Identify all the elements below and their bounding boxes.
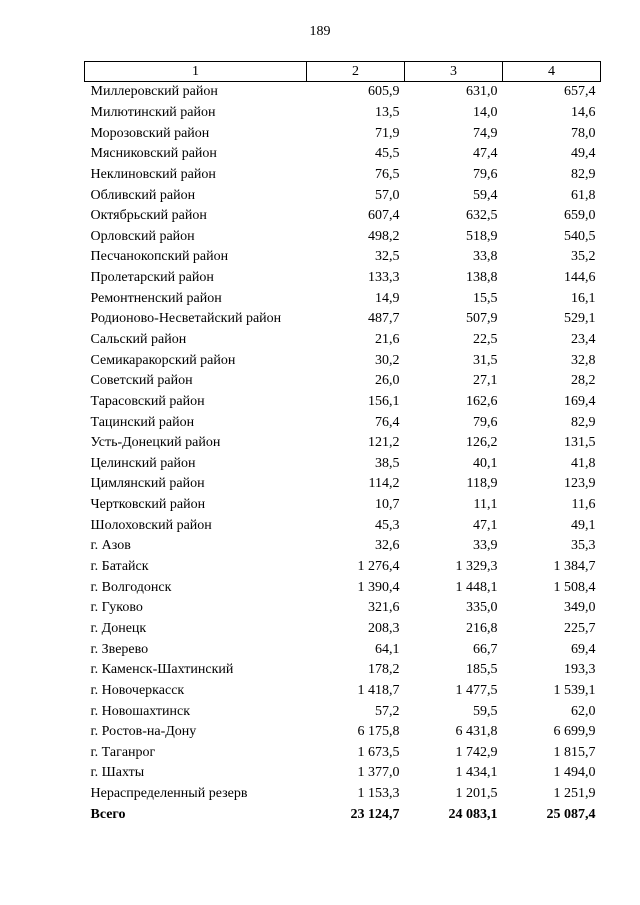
value-cell: 26,0 (375, 373, 400, 389)
value-cell: 45,3 (375, 517, 400, 533)
value-cell: 76,5 (375, 166, 400, 182)
value-cell: 1 508,4 (553, 579, 596, 595)
value-cell: 529,1 (564, 311, 596, 327)
row-label: Пролетарский район (90, 270, 214, 286)
row-label: г. Шахты (90, 765, 145, 781)
row-label: г. Батайск (90, 559, 149, 575)
value-cell: 518,9 (466, 228, 498, 244)
table-row (85, 165, 601, 186)
table-row (85, 598, 601, 619)
value-cell: 138,8 (466, 270, 498, 286)
table-row (85, 577, 601, 598)
row-label: Нераспределенный резерв (90, 786, 248, 802)
table-row (85, 144, 601, 165)
value-cell: 1 201,5 (455, 786, 498, 802)
table-row (85, 371, 601, 392)
row-label: Цимлянский район (90, 476, 205, 492)
value-cell: 47,1 (473, 517, 498, 533)
value-cell: 193,3 (564, 662, 596, 678)
value-cell: 657,4 (564, 84, 596, 100)
value-cell: 208,3 (368, 620, 400, 636)
value-cell: 1 494,0 (553, 765, 596, 781)
value-cell: 23 124,7 (350, 806, 400, 822)
table-row (85, 454, 601, 475)
value-cell: 335,0 (466, 600, 498, 616)
value-cell: 40,1 (473, 455, 498, 471)
value-cell: 31,5 (473, 352, 498, 368)
value-cell: 49,1 (571, 517, 596, 533)
value-cell: 71,9 (375, 125, 400, 141)
row-label: Всего (90, 806, 126, 822)
value-cell: 10,7 (375, 497, 400, 513)
table-row (85, 185, 601, 206)
value-cell: 6 431,8 (455, 724, 498, 740)
value-cell: 62,0 (571, 703, 596, 719)
row-label: г. Ростов-на-Дону (90, 724, 197, 740)
value-cell: 1 477,5 (455, 682, 498, 698)
value-cell: 540,5 (564, 228, 596, 244)
table-row (85, 206, 601, 227)
table-row (85, 515, 601, 536)
table-row (85, 288, 601, 309)
value-cell: 6 699,9 (553, 724, 596, 740)
value-cell: 185,5 (466, 662, 498, 678)
value-cell: 32,6 (375, 538, 400, 554)
table-row (85, 495, 601, 516)
value-cell: 1 329,3 (455, 559, 498, 575)
value-cell: 1 434,1 (455, 765, 498, 781)
value-cell: 35,3 (571, 538, 596, 554)
value-cell: 1 539,1 (553, 682, 596, 698)
value-cell: 47,4 (473, 146, 498, 162)
value-cell: 74,9 (473, 125, 498, 141)
value-cell: 21,6 (375, 332, 400, 347)
value-cell: 1 153,3 (357, 786, 400, 802)
total-row (85, 804, 601, 825)
table-row (85, 226, 601, 247)
table-row (85, 330, 601, 351)
column-header: 1 (85, 62, 307, 82)
row-label: Целинский район (90, 455, 196, 471)
value-cell: 32,8 (571, 352, 596, 368)
value-cell: 126,2 (466, 435, 498, 451)
row-label: Обливский район (90, 187, 196, 203)
row-label: Семикаракорский район (90, 352, 236, 368)
row-label: Милютинский район (90, 104, 216, 120)
row-label: г. Новочеркасск (90, 682, 185, 698)
value-cell: 25 087,4 (546, 806, 596, 822)
value-cell: 15,5 (473, 290, 498, 306)
row-label: Ремонтненский район (90, 290, 222, 306)
value-cell: 79,6 (473, 414, 498, 430)
table-row (85, 433, 601, 454)
row-label: г. Зверево (90, 641, 149, 657)
row-label: Октябрьский район (90, 208, 207, 224)
value-cell: 487,7 (368, 311, 400, 327)
row-label: Морозовский район (90, 125, 210, 141)
value-cell: 38,5 (375, 455, 400, 471)
value-cell: 1 673,5 (357, 744, 400, 760)
value-cell: 11,6 (571, 497, 596, 513)
value-cell: 57,0 (375, 187, 400, 203)
page-number: 189 (309, 24, 331, 39)
value-cell: 123,9 (564, 476, 596, 492)
value-cell: 631,0 (466, 84, 498, 100)
value-cell: 659,0 (564, 208, 596, 224)
value-cell: 156,1 (368, 393, 400, 409)
table-row (85, 123, 601, 144)
table-row (85, 474, 601, 495)
value-cell: 1 815,7 (553, 744, 596, 760)
value-cell: 82,9 (571, 166, 596, 182)
table-row (85, 763, 601, 784)
value-cell: 79,6 (473, 166, 498, 182)
row-label: г. Новошахтинск (90, 703, 191, 719)
value-cell: 27,1 (473, 373, 498, 389)
table-row (85, 268, 601, 289)
value-cell: 225,7 (564, 620, 596, 636)
value-cell: 14,0 (473, 104, 498, 120)
table-row (85, 722, 601, 743)
value-cell: 1 384,7 (553, 559, 596, 575)
value-cell: 1 377,0 (357, 765, 400, 781)
value-cell: 49,4 (571, 146, 596, 162)
value-cell: 144,6 (564, 270, 596, 286)
row-label: Орловский район (90, 228, 195, 244)
value-cell: 41,8 (571, 455, 596, 471)
value-cell: 76,4 (375, 414, 400, 430)
value-cell: 11,1 (473, 497, 498, 513)
value-cell: 64,1 (375, 641, 400, 657)
column-header: 2 (307, 62, 405, 82)
table-row (85, 619, 601, 640)
value-cell: 16,1 (571, 290, 596, 306)
row-label: г. Гуково (90, 600, 143, 616)
row-label: Шолоховский район (90, 517, 212, 533)
value-cell: 32,5 (375, 249, 400, 265)
table-row (85, 309, 601, 330)
table-row (85, 536, 601, 557)
value-cell: 498,2 (368, 228, 400, 244)
table-row (85, 784, 601, 805)
row-label: Тацинский район (90, 414, 195, 430)
value-cell: 30,2 (375, 352, 400, 368)
value-cell: 57,2 (375, 703, 400, 719)
value-cell: 216,8 (466, 620, 498, 636)
row-label: г. Донецк (90, 620, 147, 636)
value-cell: 78,0 (571, 125, 596, 141)
value-cell: 22,5 (473, 332, 498, 347)
budget-table (84, 61, 601, 825)
value-cell: 66,7 (473, 641, 498, 657)
row-label: г. Таганрог (90, 744, 156, 760)
value-cell: 23,4 (571, 332, 596, 347)
row-label: Родионово-Несветайский район (90, 311, 282, 327)
column-header: 4 (503, 62, 601, 82)
value-cell: 35,2 (571, 249, 596, 265)
value-cell: 13,5 (375, 104, 400, 120)
value-cell: 33,8 (473, 249, 498, 265)
table-row (85, 557, 601, 578)
value-cell: 82,9 (571, 414, 596, 430)
row-label: г. Азов (90, 538, 131, 554)
value-cell: 24 083,1 (448, 806, 498, 822)
table-row (85, 350, 601, 371)
value-cell: 178,2 (368, 662, 400, 678)
row-label: Усть-Донецкий район (90, 435, 221, 451)
table-row (85, 639, 601, 660)
value-cell: 131,5 (564, 435, 596, 451)
value-cell: 1 276,4 (357, 559, 400, 575)
value-cell: 14,9 (375, 290, 400, 306)
value-cell: 59,4 (473, 187, 498, 203)
value-cell: 321,6 (368, 600, 400, 616)
value-cell: 61,8 (571, 187, 596, 203)
value-cell: 133,3 (368, 270, 400, 286)
table-row (85, 82, 601, 103)
value-cell: 69,4 (571, 641, 596, 657)
row-label: Песчанокопский район (90, 249, 229, 265)
value-cell: 1 448,1 (455, 579, 498, 595)
row-label: Миллеровский район (90, 84, 218, 100)
value-cell: 1 418,7 (357, 682, 400, 698)
table-row (85, 247, 601, 268)
value-cell: 45,5 (375, 146, 400, 162)
value-cell: 121,2 (368, 435, 400, 451)
value-cell: 14,6 (571, 104, 596, 120)
row-label: г. Каменск-Шахтинский (90, 662, 234, 678)
value-cell: 6 175,8 (357, 724, 400, 740)
value-cell: 169,4 (564, 393, 596, 409)
value-cell: 632,5 (466, 208, 498, 224)
table-row (85, 701, 601, 722)
table-row (85, 681, 601, 702)
row-label: Неклиновский район (90, 166, 216, 182)
row-label: Чертковский район (90, 497, 206, 513)
value-cell: 114,2 (368, 476, 400, 492)
row-label: Тарасовский район (90, 393, 205, 409)
row-label: Сальский район (90, 332, 187, 347)
value-cell: 607,4 (368, 208, 400, 224)
row-label: Советский район (90, 373, 193, 389)
value-cell: 59,5 (473, 703, 498, 719)
header-row (85, 62, 601, 82)
table-row (85, 412, 601, 433)
value-cell: 349,0 (564, 600, 596, 616)
value-cell: 118,9 (466, 476, 498, 492)
table-row (85, 660, 601, 681)
column-header: 3 (405, 62, 503, 82)
value-cell: 605,9 (368, 84, 400, 100)
value-cell: 33,9 (473, 538, 498, 554)
value-cell: 1 390,4 (357, 579, 400, 595)
value-cell: 1 742,9 (455, 744, 498, 760)
value-cell: 28,2 (571, 373, 596, 389)
row-label: Мясниковский район (90, 146, 217, 162)
row-label: г. Волгодонск (90, 579, 172, 595)
value-cell: 162,6 (466, 393, 498, 409)
table-row (85, 392, 601, 413)
value-cell: 507,9 (466, 311, 498, 327)
table-row (85, 103, 601, 124)
value-cell: 1 251,9 (553, 786, 596, 802)
table-row (85, 743, 601, 764)
